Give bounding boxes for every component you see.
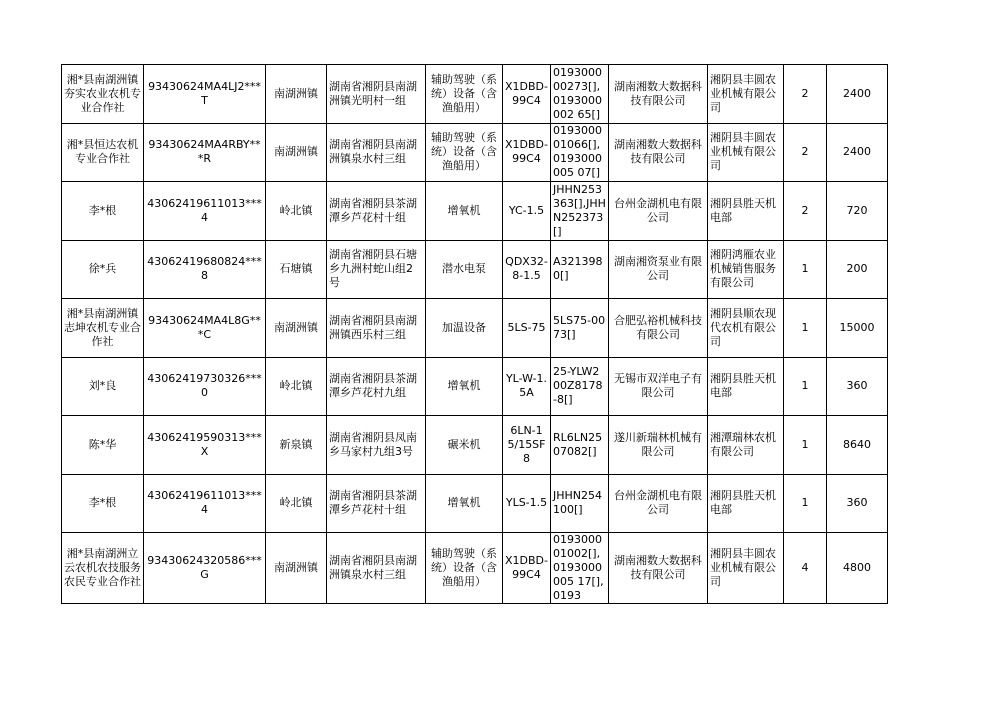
- subsidy-amount-cell: 200: [827, 240, 888, 299]
- id-number-cell: 43062419730326***0: [144, 357, 266, 416]
- seller-cell: 湘潭瑞林农机有限公司: [708, 416, 784, 475]
- subsidy-amount-cell: 4800: [827, 533, 888, 604]
- machine-type-cell: 辅助驾驶（系统）设备（含渔船用）: [426, 123, 503, 182]
- applicant-name-cell: 湘*县南湖洲立云农机农技服务农民专业合作社: [62, 533, 144, 604]
- table-row: [62, 474, 888, 533]
- factory-number-cell: 019300000273[],0193000002 65[]: [551, 65, 609, 124]
- table-row: [62, 123, 888, 182]
- subsidy-amount-cell: 2400: [827, 65, 888, 124]
- model-cell: QDX32-8-1.5: [503, 240, 551, 299]
- model-cell: 5LS-75: [503, 299, 551, 358]
- id-number-cell: 43062419590313***X: [144, 416, 266, 475]
- seller-cell: 湘阴县丰圆农业机械有限公司: [708, 123, 784, 182]
- factory-number-cell: RL6LN2507082[]: [551, 416, 609, 475]
- subsidy-amount-cell: 360: [827, 474, 888, 533]
- id-number-cell: 43062419680824***8: [144, 240, 266, 299]
- seller-cell: 湘阴县胜天机电部: [708, 474, 784, 533]
- table-row: [62, 240, 888, 299]
- table-body: [62, 65, 888, 604]
- machine-type-cell: 增氧机: [426, 182, 503, 241]
- id-number-cell: 43062419611013***4: [144, 474, 266, 533]
- manufacturer-cell: 湖南湘资泵业有限公司: [609, 240, 708, 299]
- subsidy-amount-cell: 8640: [827, 416, 888, 475]
- town-cell: 岭北镇: [266, 357, 327, 416]
- quantity-cell: 1: [784, 240, 827, 299]
- applicant-name-cell: 李*根: [62, 182, 144, 241]
- quantity-cell: 2: [784, 182, 827, 241]
- town-cell: 南湖洲镇: [266, 533, 327, 604]
- table-row: [62, 299, 888, 358]
- town-cell: 岭北镇: [266, 474, 327, 533]
- seller-cell: 湘阴县胜天机电部: [708, 357, 784, 416]
- subsidy-amount-cell: 720: [827, 182, 888, 241]
- quantity-cell: 4: [784, 533, 827, 604]
- table-row: [62, 65, 888, 124]
- manufacturer-cell: 无锡市双洋电子有限公司: [609, 357, 708, 416]
- applicant-name-cell: 李*根: [62, 474, 144, 533]
- id-number-cell: 93430624MA4LJ2***T: [144, 65, 266, 124]
- seller-cell: 湘阴鸿雁农业机械销售服务有限公司: [708, 240, 784, 299]
- quantity-cell: 2: [784, 65, 827, 124]
- town-cell: 石塘镇: [266, 240, 327, 299]
- machine-type-cell: 辅助驾驶（系统）设备（含渔船用）: [426, 533, 503, 604]
- id-number-cell: 93430624MA4L8G***C: [144, 299, 266, 358]
- machine-type-cell: 增氧机: [426, 357, 503, 416]
- manufacturer-cell: 遂川新瑞林机械有限公司: [609, 416, 708, 475]
- manufacturer-cell: 湖南湘数大数据科技有限公司: [609, 123, 708, 182]
- subsidy-amount-cell: 360: [827, 357, 888, 416]
- machine-type-cell: 辅助驾驶（系统）设备（含渔船用）: [426, 65, 503, 124]
- factory-number-cell: JHHN253363[],JHHN252373[]: [551, 182, 609, 241]
- model-cell: X1DBD-99C4: [503, 123, 551, 182]
- town-cell: 南湖洲镇: [266, 65, 327, 124]
- table-row: [62, 182, 888, 241]
- machine-type-cell: 潜水电泵: [426, 240, 503, 299]
- address-cell: 湖南省湘阴县南湖洲镇泉水村三组: [327, 533, 426, 604]
- model-cell: X1DBD-99C4: [503, 533, 551, 604]
- subsidy-amount-cell: 2400: [827, 123, 888, 182]
- table-row: [62, 416, 888, 475]
- quantity-cell: 2: [784, 123, 827, 182]
- factory-number-cell: 019300001066[],0193000005 07[]: [551, 123, 609, 182]
- model-cell: YLS-1.5: [503, 474, 551, 533]
- town-cell: 岭北镇: [266, 182, 327, 241]
- machine-type-cell: 碾米机: [426, 416, 503, 475]
- machine-type-cell: 增氧机: [426, 474, 503, 533]
- factory-number-cell: 5LS75-0073[]: [551, 299, 609, 358]
- address-cell: 湖南省湘阴县茶湖潭乡芦花村九组: [327, 357, 426, 416]
- id-number-cell: 93430624320586***G: [144, 533, 266, 604]
- quantity-cell: 1: [784, 357, 827, 416]
- applicant-name-cell: 徐*兵: [62, 240, 144, 299]
- seller-cell: 湘阴县胜天机电部: [708, 182, 784, 241]
- town-cell: 新泉镇: [266, 416, 327, 475]
- address-cell: 湖南省湘阴县茶湖潭乡芦花村十组: [327, 474, 426, 533]
- model-cell: X1DBD-99C4: [503, 65, 551, 124]
- quantity-cell: 1: [784, 299, 827, 358]
- seller-cell: 湘阴县顺农现代农机有限公司: [708, 299, 784, 358]
- manufacturer-cell: 台州金湖机电有限公司: [609, 182, 708, 241]
- applicant-name-cell: 刘*良: [62, 357, 144, 416]
- model-cell: YC-1.5: [503, 182, 551, 241]
- factory-number-cell: JHHN254100[]: [551, 474, 609, 533]
- seller-cell: 湘阴县丰圆农业机械有限公司: [708, 533, 784, 604]
- address-cell: 湖南省湘阴县茶湖潭乡芦花村十组: [327, 182, 426, 241]
- town-cell: 南湖洲镇: [266, 299, 327, 358]
- subsidy-amount-cell: 15000: [827, 299, 888, 358]
- factory-number-cell: 25-YLW200Z8178-8[]: [551, 357, 609, 416]
- address-cell: 湖南省湘阴县南湖洲镇西乐村三组: [327, 299, 426, 358]
- applicant-name-cell: 湘*县南湖洲镇志坤农机专业合作社: [62, 299, 144, 358]
- address-cell: 湖南省湘阴县石塘乡九洲村蛇山组2号: [327, 240, 426, 299]
- address-cell: 湖南省湘阴县凤南乡马家村九组3号: [327, 416, 426, 475]
- manufacturer-cell: 湖南湘数大数据科技有限公司: [609, 533, 708, 604]
- applicant-name-cell: 陈*华: [62, 416, 144, 475]
- quantity-cell: 1: [784, 474, 827, 533]
- address-cell: 湖南省湘阴县南湖洲镇光明村一组: [327, 65, 426, 124]
- manufacturer-cell: 台州金湖机电有限公司: [609, 474, 708, 533]
- applicant-name-cell: 湘*县南湖洲镇夯实农业农机专业合作社: [62, 65, 144, 124]
- factory-number-cell: 019300001002[],0193000005 17[],0193: [551, 533, 609, 604]
- seller-cell: 湘阴县丰圆农业机械有限公司: [708, 65, 784, 124]
- model-cell: YL-W-1.5A: [503, 357, 551, 416]
- manufacturer-cell: 湖南湘数大数据科技有限公司: [609, 65, 708, 124]
- applicant-name-cell: 湘*县恒达农机专业合作社: [62, 123, 144, 182]
- id-number-cell: 93430624MA4RBY***R: [144, 123, 266, 182]
- machine-type-cell: 加温设备: [426, 299, 503, 358]
- id-number-cell: 43062419611013***4: [144, 182, 266, 241]
- factory-number-cell: A3213980[]: [551, 240, 609, 299]
- table-row: [62, 533, 888, 604]
- manufacturer-cell: 合肥弘裕机械科技有限公司: [609, 299, 708, 358]
- town-cell: 南湖洲镇: [266, 123, 327, 182]
- table-row: [62, 357, 888, 416]
- address-cell: 湖南省湘阴县南湖洲镇泉水村三组: [327, 123, 426, 182]
- model-cell: 6LN-15/15SF8: [503, 416, 551, 475]
- subsidy-table: [61, 64, 888, 604]
- quantity-cell: 1: [784, 416, 827, 475]
